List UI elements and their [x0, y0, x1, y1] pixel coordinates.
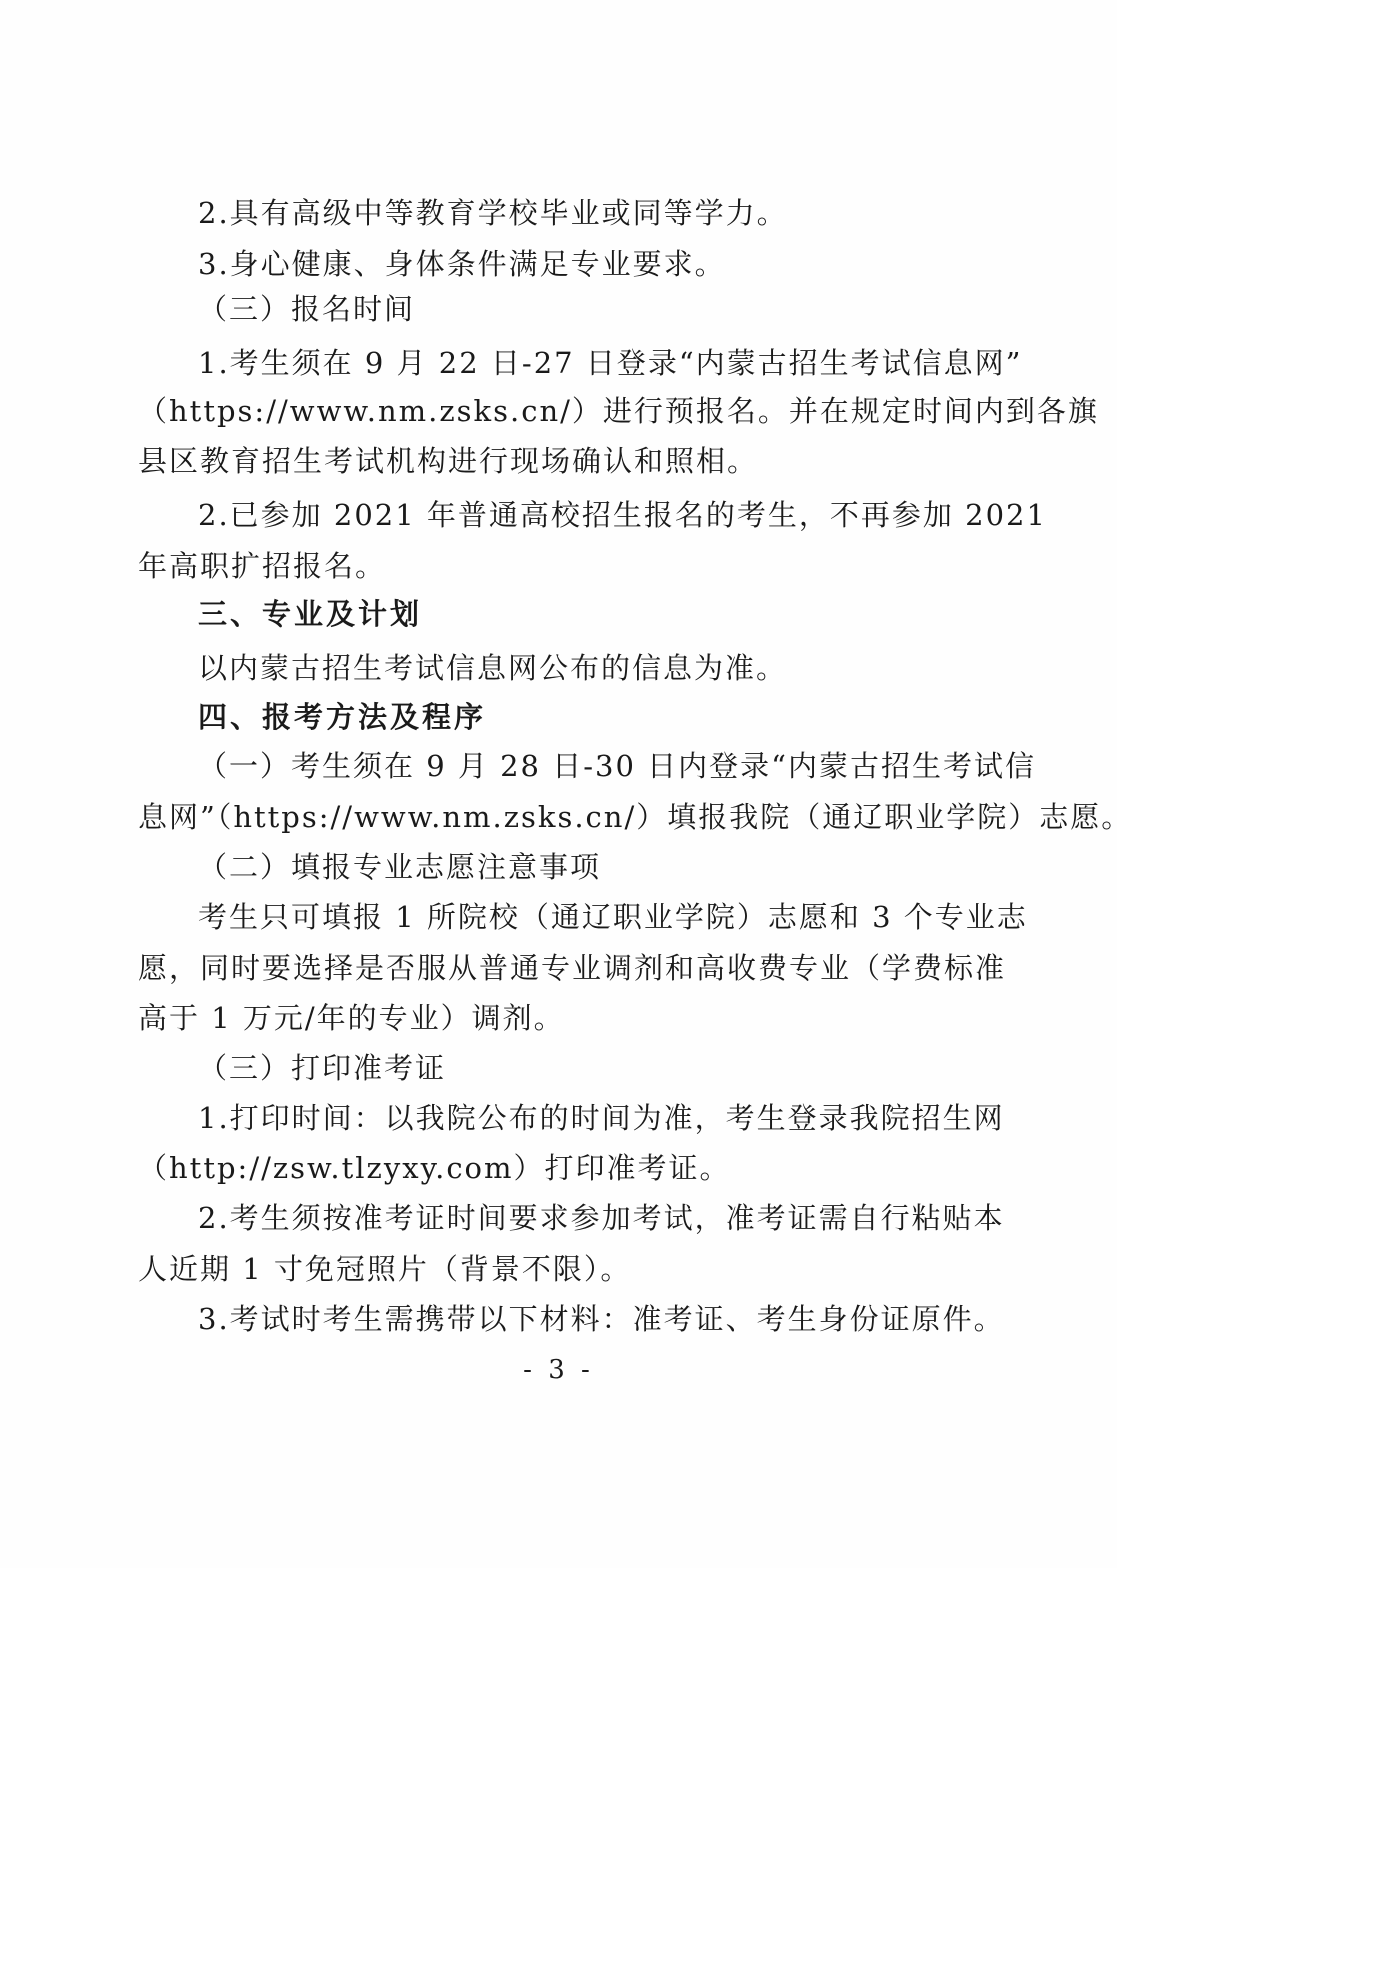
- section-heading: 三、专业及计划: [198, 597, 423, 631]
- paragraph-line: 考生只可填报 1 所院校（通辽职业学院）志愿和 3 个专业志: [198, 900, 1028, 934]
- paragraph-line: 人近期 1 寸免冠照片（背景不限）。: [138, 1252, 632, 1286]
- paragraph-line: （https://www.nm.zsks.cn/）进行预报名。并在规定时间内到各旗: [138, 394, 1099, 428]
- paragraph-line: 1.考生须在 9 月 22 日-27 日登录“内蒙古招生考试信息网”: [198, 346, 1023, 380]
- paragraph-line: 1.打印时间：以我院公布的时间为准，考生登录我院招生网: [198, 1101, 1005, 1135]
- subheading: （三）报名时间: [198, 292, 416, 326]
- subheading: （三）打印准考证: [198, 1051, 447, 1085]
- paragraph-line: 愿，同时要选择是否服从普通专业调剂和高收费专业（学费标准: [138, 951, 1007, 985]
- paragraph-line: 3.身心健康、身体条件满足专业要求。: [198, 247, 726, 281]
- paragraph-line: 年高职扩招报名。: [138, 549, 387, 583]
- subheading: （二）填报专业志愿注意事项: [198, 850, 602, 884]
- section-heading: 四、报考方法及程序: [198, 700, 487, 734]
- paragraph-line: 2.具有高级中等教育学校毕业或同等学力。: [198, 196, 788, 230]
- paragraph-line: 3.考试时考生需携带以下材料：准考证、考生身份证原件。: [198, 1302, 1005, 1336]
- page-number: - 3 -: [523, 1355, 594, 1385]
- paragraph-line: （http://zsw.tlzyxy.com）打印准考证。: [138, 1151, 731, 1185]
- paragraph-line: 2.考生须按准考证时间要求参加考试，准考证需自行粘贴本: [198, 1201, 1005, 1235]
- paragraph-line: 息网”（https://www.nm.zsks.cn/）填报我院（通辽职业学院）志愿。: [138, 800, 1133, 834]
- paragraph-line: 高于 1 万元/年的专业）调剂。: [138, 1001, 565, 1035]
- paragraph-line: （一）考生须在 9 月 28 日-30 日内登录“内蒙古招生考试信: [198, 749, 1036, 783]
- paragraph-line: 以内蒙古招生考试信息网公布的信息为准。: [198, 651, 788, 685]
- paragraph-line: 县区教育招生考试机构进行现场确认和照相。: [138, 444, 759, 478]
- paragraph-line: 2.已参加 2021 年普通高校招生报名的考生，不再参加 2021: [198, 498, 1047, 532]
